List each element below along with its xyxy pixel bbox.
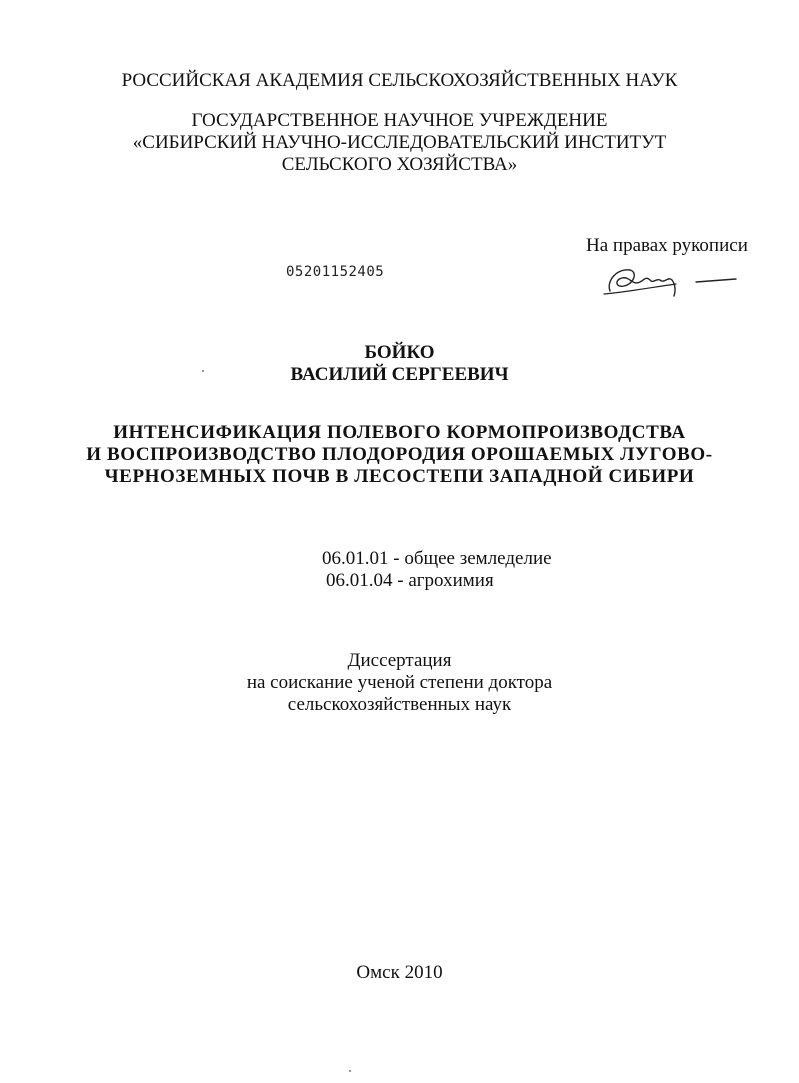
- dissertation-label: Диссертация: [347, 650, 452, 671]
- academy-name: РОССИЙСКАЯ АКАДЕМИЯ СЕЛЬСКОХОЗЯЙСТВЕННЫХ НАУК: [121, 70, 678, 91]
- city-year: Омск 2010: [356, 962, 443, 983]
- institution-line-2: «СИБИРСКИЙ НАУЧНО-ИССЛЕДОВАТЕЛЬСКИЙ ИНСТИТУТ: [132, 132, 667, 153]
- institution-line-3: СЕЛЬСКОГО ХОЗЯЙСТВА»: [281, 154, 518, 175]
- dissertation-field: сельскохозяйственных наук: [287, 694, 512, 715]
- author-name: ВАСИЛИЙ СЕРГЕЕВИЧ: [290, 364, 509, 385]
- title-line-1: ИНТЕНСИФИКАЦИЯ ПОЛЕВОГО КОРМОПРОИЗВОДСТВА: [113, 422, 686, 443]
- title-line-3: ЧЕРНОЗЕМНЫХ ПОЧВ В ЛЕСОСТЕПИ ЗАПАДНОЙ СИБИРИ: [104, 466, 695, 487]
- title-line-2: И ВОСПРОИЗВОДСТВО ПЛОДОРОДИЯ ОРОШАЕМЫХ ЛУГОВО-: [86, 444, 713, 465]
- manuscript-note: На правах рукописи: [586, 235, 748, 256]
- catalog-number: 05201152405: [286, 264, 385, 280]
- scan-speck: [349, 1070, 351, 1072]
- author-surname: БОЙКО: [364, 342, 435, 363]
- signature-image: [596, 258, 746, 302]
- specialty-2: 06.01.04 - агрохимия: [326, 570, 494, 591]
- specialty-1: 06.01.01 - общее земледелие: [322, 548, 552, 569]
- dissertation-degree: на соискание ученой степени доктора: [246, 672, 553, 693]
- institution-line-1: ГОСУДАРСТВЕННОЕ НАУЧНОЕ УЧРЕЖДЕНИЕ: [191, 110, 608, 131]
- scan-speck: [202, 370, 204, 372]
